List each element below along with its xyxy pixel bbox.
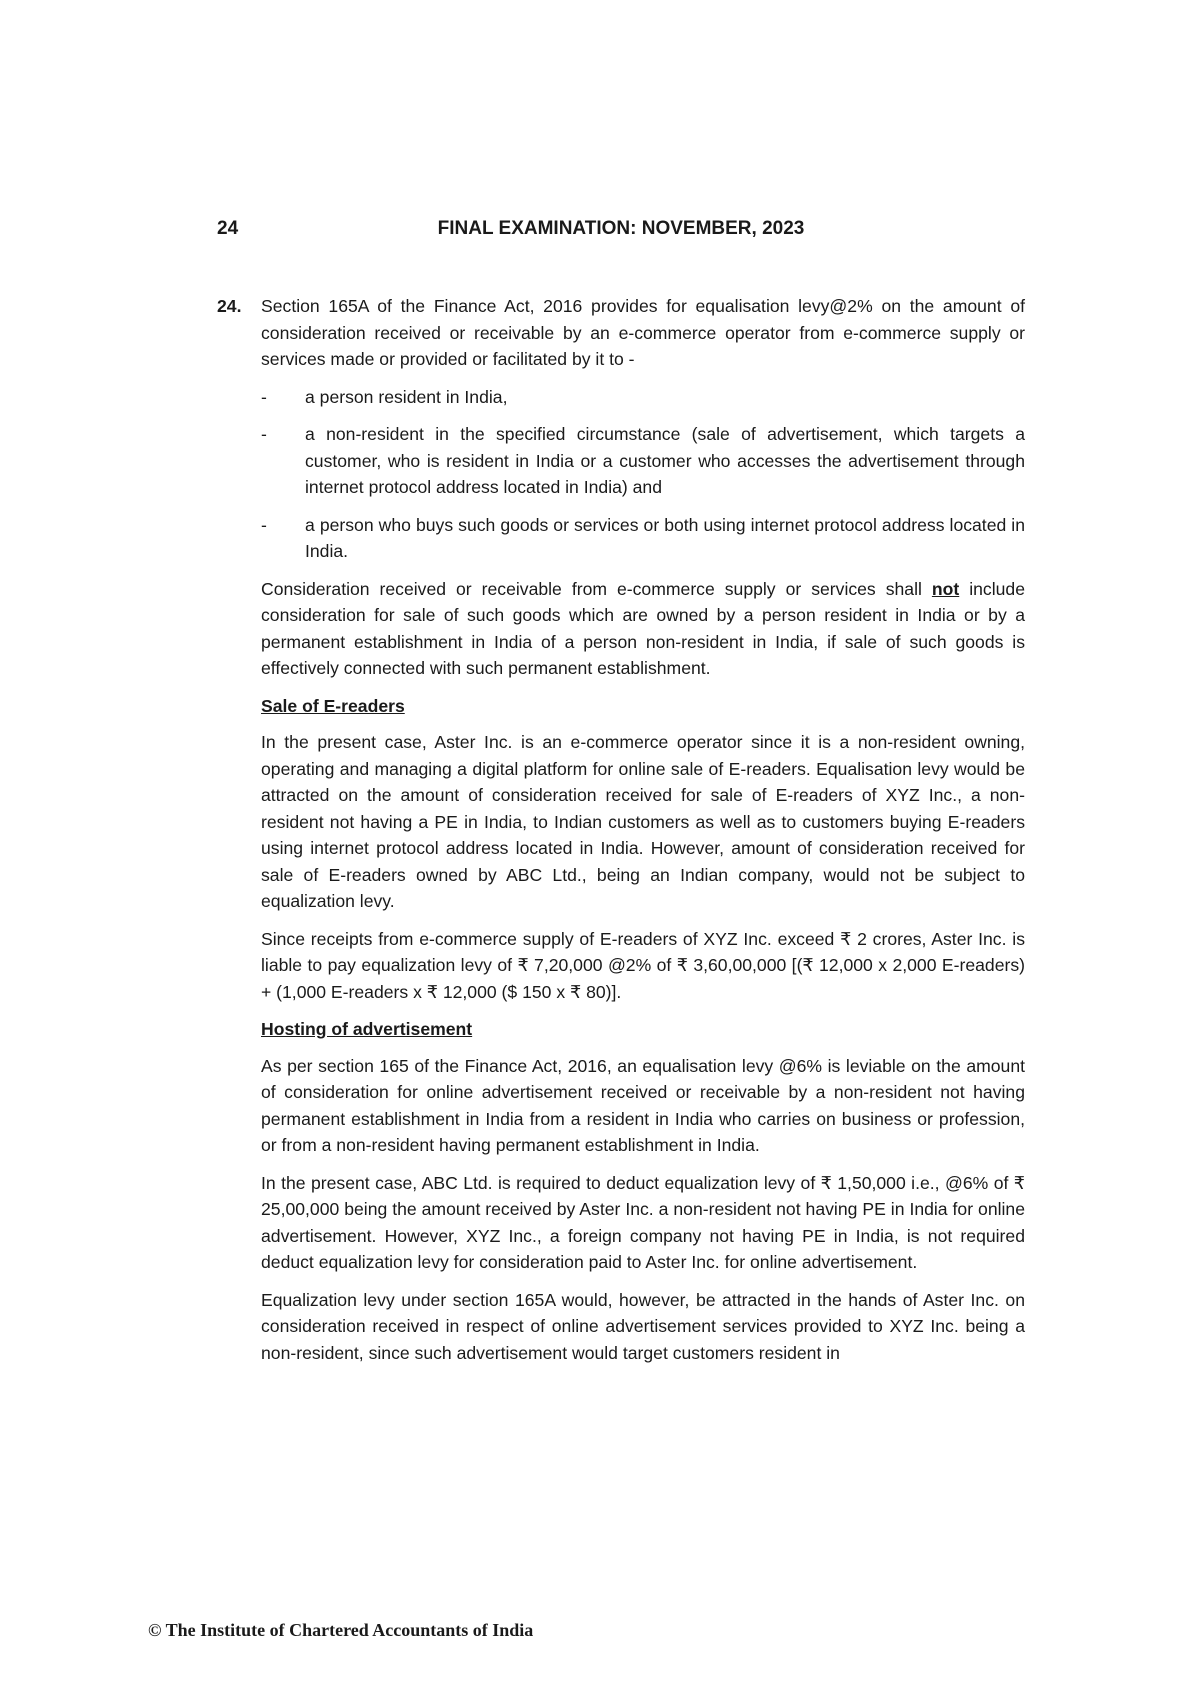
consideration-text-before: Consideration received or receivable from e-commerce supply or services shall bbox=[261, 578, 922, 599]
consideration-paragraph bbox=[261, 576, 1025, 682]
advertisement-paragraph-3: Equalization levy under section 165A would, however, be attracted in the hands of Aster Inc. on consideration received in respect of online advertisement services provided to XYZ Inc. being a non-resident, since such advertisement would target customers resident in bbox=[261, 1289, 1025, 1363]
section-heading-hosting-advertisement: Hosting of advertisement bbox=[261, 1019, 473, 1039]
advertisement-paragraph-1: As per section 165 of the Finance Act, 2016, an equalisation levy @6% is leviable on the amount of consideration for online advertisement received or receivable by a non-resident not having permanent establishment in India from a resident in India who carries on business or profession, or from a non-resident having permanent establishment in India. bbox=[261, 1055, 1025, 1155]
ereaders-paragraph-1: In the present case, Aster Inc. is an e-commerce operator since it is a non-resident owning, operating and managing a digital platform for online sale of E-readers. Equalisation levy would be attracted on the amount of consideration received for sale of E-readers of XYZ Inc., a non-resident not having a PE in India, to Indian customers as well as to customers buying E-readers using internet protocol address located in India. However, amount of consideration received for sale of E-readers owned by ABC Ltd., being an Indian company, would not be subject to equalization levy. bbox=[261, 732, 1025, 911]
bullet-marker: - bbox=[261, 386, 267, 407]
answer-body bbox=[261, 293, 1025, 1366]
page-number: 24 bbox=[217, 218, 239, 239]
copyright-footer: © The Institute of Chartered Accountants of India bbox=[148, 1620, 534, 1640]
advertisement-paragraph-2: In the present case, ABC Ltd. is required to deduct equalization levy of ₹ 1,50,000 i.e., @6% of ₹ 25,00,000 being the amount received by Aster Inc. a non-resident not having PE in India for online advertisement. However, XYZ Inc., a foreign company not having PE in India, is not required deduct equalization levy for consideration paid to Aster Inc. for online advertisement. bbox=[261, 1172, 1025, 1272]
question-block bbox=[217, 293, 1025, 1377]
ereaders-paragraph-2: Since receipts from e-commerce supply of E-readers of XYZ Inc. exceed ₹ 2 crores, Aster Inc. is liable to pay equalization levy of ₹ 7,20,000 @2% of ₹ 3,60,00,000 [(₹ 12,000 x 2,000 E-readers) + (1,000 E-readers x ₹ 12,000 ($ 150 x ₹ 80)]. bbox=[261, 928, 1025, 1002]
bullet-marker: - bbox=[261, 514, 267, 535]
list-item bbox=[261, 421, 1025, 501]
question-number: 24. bbox=[217, 296, 242, 316]
list-item-text: a person who buys such goods or services or both using internet protocol address located in India. bbox=[305, 514, 1025, 561]
list-item bbox=[261, 512, 1025, 565]
section-heading-sale-of-ereaders: Sale of E-readers bbox=[261, 695, 405, 716]
list-item bbox=[261, 384, 1025, 411]
page-header bbox=[217, 218, 1025, 244]
bullet-marker: - bbox=[261, 424, 267, 444]
intro-paragraph: Section 165A of the Finance Act, 2016 provides for equalisation levy@2% on the amount of consideration received or receivable by an e-commerce operator from e-commerce supply or services made or provided or facilitated by it to - bbox=[261, 296, 1025, 369]
list-item-text: a non-resident in the specified circumstance (sale of advertisement, which targets a customer, who is resident in India or a customer who accesses the advertisement through internet protocol address located in India) and bbox=[305, 424, 1025, 497]
list-item-text: a person resident in India, bbox=[305, 386, 508, 407]
emphasis-not: not bbox=[931, 578, 960, 599]
consideration-text-after: include consideration for sale of such goods which are owned by a person resident in India or by a permanent establishment in India of a person non-resident in India, if sale of such goods is effectively connected with such permanent establishment. bbox=[261, 578, 1025, 678]
exam-title: FINAL EXAMINATION: NOVEMBER, 2023 bbox=[437, 218, 805, 239]
